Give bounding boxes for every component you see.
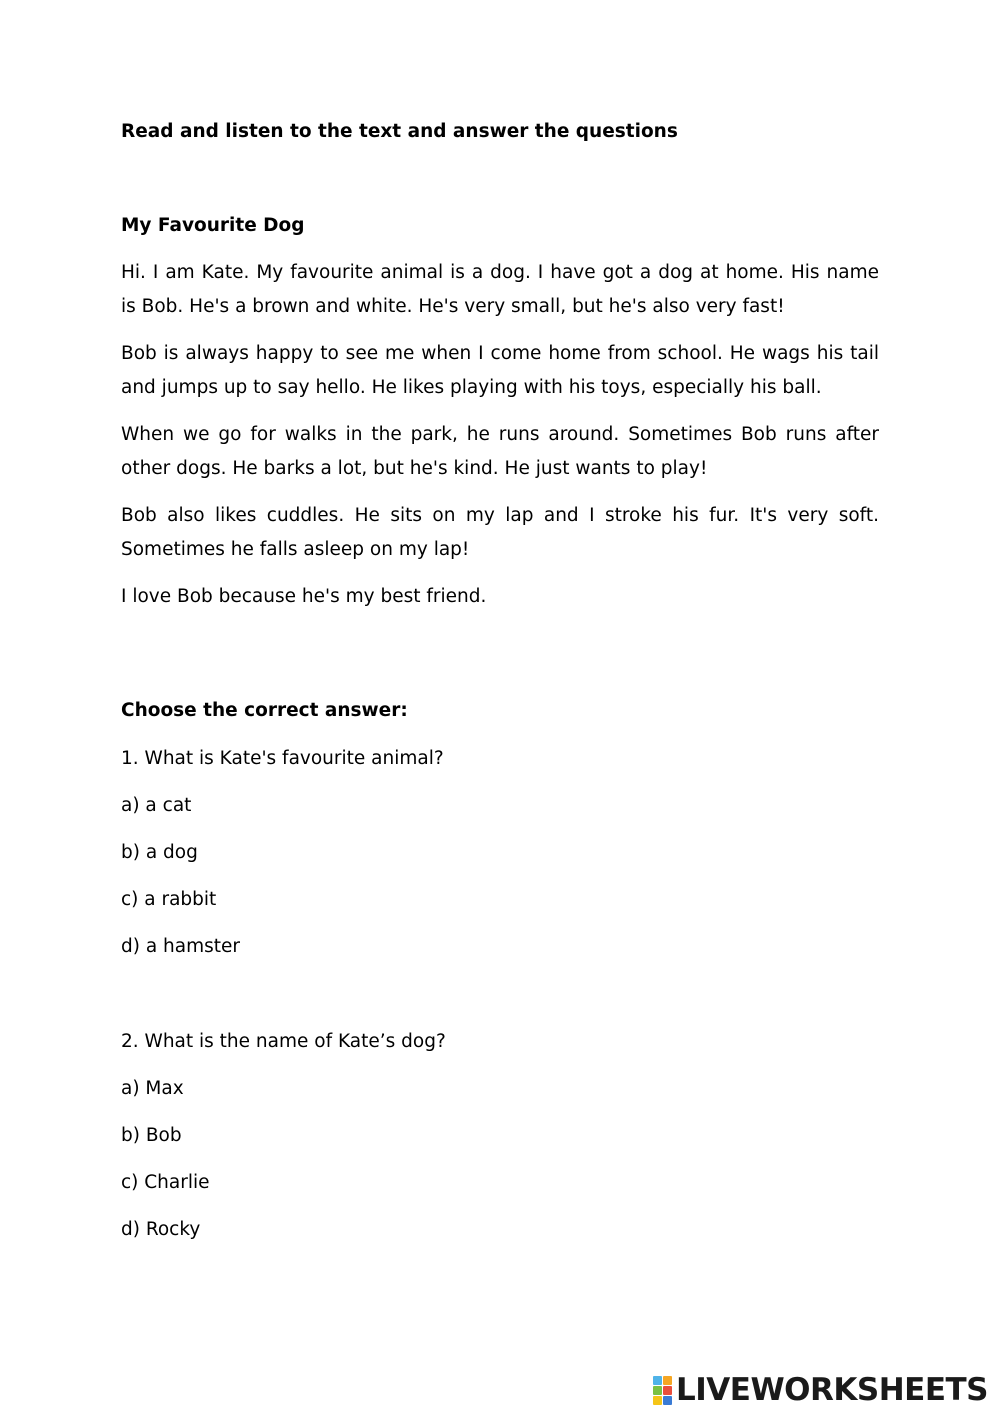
story-paragraph: When we go for walks in the park, he runs around. Sometimes Bob runs after other dogs. He barks a lot, but he's kind. He just wants to play! bbox=[121, 424, 879, 479]
story-paragraph: Bob also likes cuddles. He sits on my lap and I stroke his fur. It's very soft. Sometimes he falls asleep on my lap! bbox=[121, 505, 879, 560]
exercise-heading: Choose the correct answer: bbox=[121, 700, 408, 721]
answer-option[interactable]: d) Rocky bbox=[121, 1219, 201, 1240]
story-paragraph: Bob is always happy to see me when I come home from school. He wags his tail and jumps up to say hello. He likes playing with his toys, especially his ball. bbox=[121, 343, 879, 398]
story-title: My Favourite Dog bbox=[121, 215, 305, 236]
answer-option[interactable]: d) a hamster bbox=[121, 936, 241, 957]
answer-option[interactable]: a) Max bbox=[121, 1078, 184, 1099]
logo-block bbox=[653, 1376, 662, 1385]
brand-name: LIVEWORKSHEETS bbox=[676, 1372, 988, 1408]
logo-block bbox=[653, 1386, 662, 1395]
logo-block bbox=[663, 1386, 672, 1395]
question-text: 2. What is the name of Kate’s dog? bbox=[121, 1031, 446, 1052]
story-paragraph: Hi. I am Kate. My favourite animal is a dog. I have got a dog at home. His name is Bob. He's a brown and white. He's very small, but he's also very fast! bbox=[121, 262, 879, 317]
liveworksheets-logo bbox=[653, 1372, 988, 1408]
liveworksheets-icon bbox=[653, 1376, 672, 1405]
question-2 bbox=[121, 1030, 879, 1265]
story-paragraph: I love Bob because he's my best friend. bbox=[121, 586, 487, 607]
answer-option[interactable]: b) a dog bbox=[121, 842, 198, 863]
logo-block bbox=[663, 1376, 672, 1385]
logo-block bbox=[653, 1396, 662, 1405]
answer-option[interactable]: c) Charlie bbox=[121, 1172, 210, 1193]
question-text: 1. What is Kate's favourite animal? bbox=[121, 748, 444, 769]
story-text bbox=[121, 256, 879, 627]
answer-option[interactable]: a) a cat bbox=[121, 795, 192, 816]
answer-option[interactable]: b) Bob bbox=[121, 1125, 182, 1146]
question-1 bbox=[121, 747, 879, 982]
logo-block bbox=[663, 1396, 672, 1405]
instruction-heading: Read and listen to the text and answer the questions bbox=[121, 121, 678, 142]
answer-option[interactable]: c) a rabbit bbox=[121, 889, 217, 910]
